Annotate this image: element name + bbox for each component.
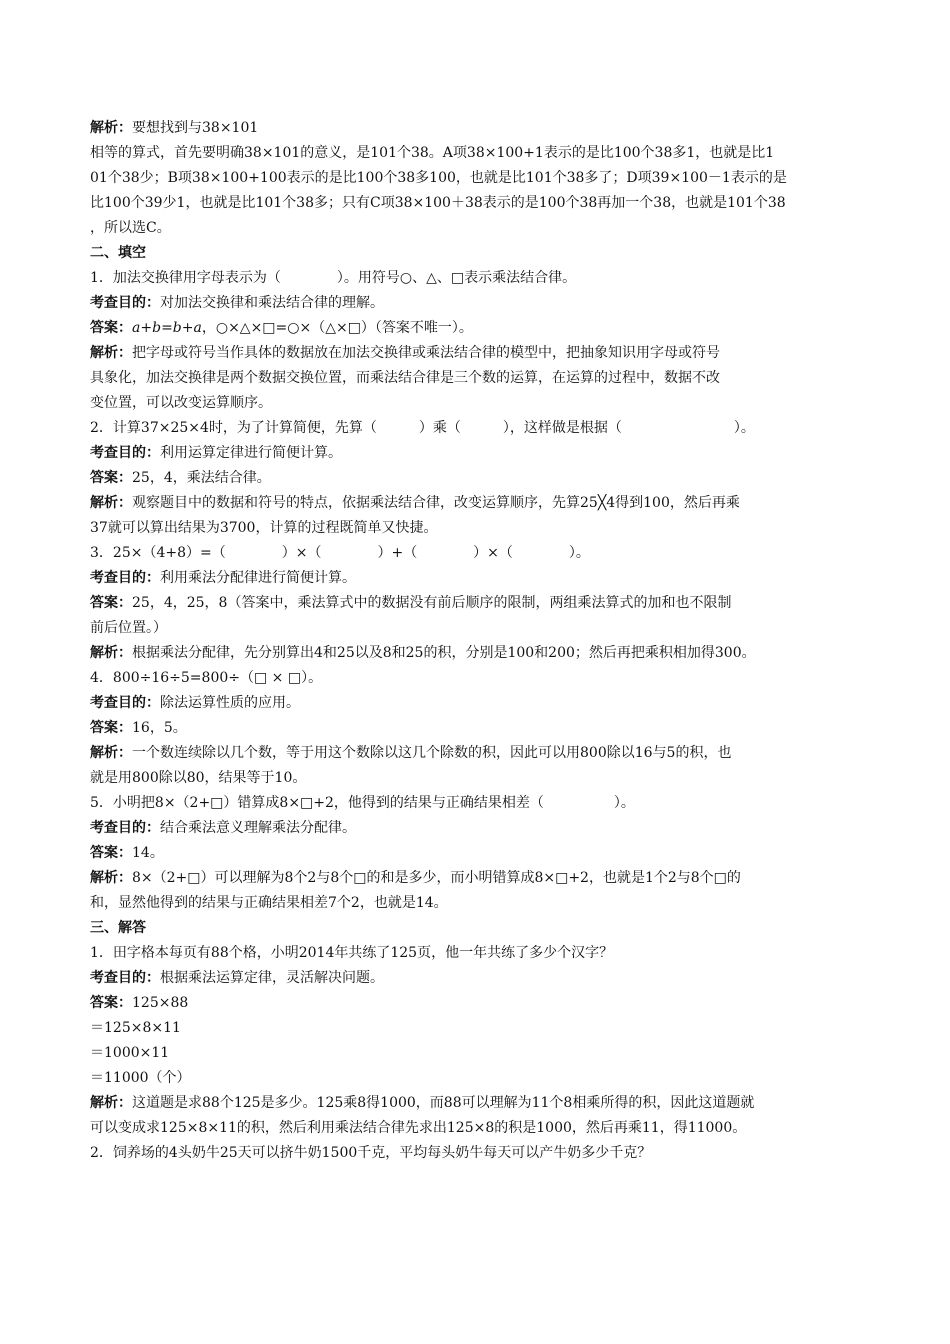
purpose-text: 对加法交换律和乘法结合律的理解。: [160, 295, 384, 311]
analysis-line: 37就可以算出结果为3700，计算的过程既简单又快捷。: [90, 520, 438, 536]
answer-step: ＝1000×11: [90, 1045, 170, 1061]
analysis-text: 这道题是求88个125是多少。125乘8得1000，而88可以理解为11个8相乘所得的积，因此这道题就: [132, 1095, 755, 1111]
analysis-line: 比100个39少1，也就是比101个38多；只有C项38×100＋38表示的是100个38再加一个38，也就是101个38: [90, 195, 786, 211]
answer-line: [90, 591, 862, 616]
answer-var: a: [193, 320, 202, 336]
question-text: 3．25×（4+8）=（ ）×（ ）+（ ）×（ ）。: [90, 545, 590, 561]
analysis-line: 变位置，可以改变运算顺序。: [90, 395, 272, 411]
answer-op: +: [140, 320, 153, 336]
answer-label: 答案：: [90, 995, 132, 1011]
purpose-text: 利用乘法分配律进行简便计算。: [160, 570, 356, 586]
analysis-text: 要想找到与38×101: [132, 120, 259, 136]
analysis-line: 具象化，加法交换律是两个数据交换位置，而乘法结合律是三个数的运算，在运算的过程中，数据不改: [90, 370, 720, 386]
answer-text: 16，5。: [132, 720, 187, 736]
answer-line: [90, 466, 862, 491]
answer-label: 答案：: [90, 320, 132, 336]
answer-line: 前后位置。）: [90, 620, 167, 636]
purpose-line: [90, 291, 862, 316]
answer-op: +: [181, 320, 194, 336]
purpose-line: [90, 691, 862, 716]
analysis-line: 和，显然他得到的结果与正确结果相差7个2，也就是14。: [90, 895, 448, 911]
analysis-label: 解析：: [90, 745, 132, 761]
analysis-text: 8×（2+□）可以理解为8个2与8个□的和是多少，而小明错算成8×□+2，也就是1个2与8个□的: [132, 870, 741, 886]
answer-text: 125×88: [132, 995, 189, 1011]
answer-step: ＝125×8×11: [90, 1020, 181, 1036]
analysis-text: 一个数连续除以几个数，等于用这个数除以这几个除数的积，因此可以用800除以16与5的积，也: [132, 745, 732, 761]
answer-text: 25，4，乘法结合律。: [132, 470, 271, 486]
analysis-line: 就是用800除以80，结果等于10。: [90, 770, 307, 786]
purpose-text: 根据乘法运算定律，灵活解决问题。: [160, 970, 384, 986]
question-text: 1．田字格本每页有88个格，小明2014年共练了125页，他一年共练了多少个汉字？: [90, 945, 614, 961]
answer-text: 25，4，25，8（答案中，乘法算式中的数据没有前后顺序的限制，两组乘法算式的加和也不限制: [132, 595, 732, 611]
answer-step: ＝11000（个）: [90, 1070, 191, 1086]
analysis-line: ，所以选C。: [90, 220, 171, 236]
question-text: 2．计算37×25×4时，为了计算简便，先算（ ）乘（ ），这样做是根据（ ）。: [90, 420, 755, 436]
analysis-label: 解析：: [90, 345, 132, 361]
analysis-line: [90, 641, 862, 666]
answer-line: [90, 991, 862, 1016]
answer-line: [90, 841, 862, 866]
analysis-label: 解析：: [90, 120, 132, 136]
purpose-line: [90, 566, 862, 591]
answer-var: b: [152, 320, 162, 336]
purpose-label: 考查目的：: [90, 695, 160, 711]
answer-op: =: [161, 320, 173, 336]
analysis-line: [90, 741, 862, 766]
analysis-label: 解析：: [90, 870, 132, 886]
document-page: [90, 116, 862, 1166]
analysis-text: 观察题目中的数据和符号的特点，依据乘法结合律，改变运算顺序，先算25╳4得到100，然后再乘: [132, 495, 740, 511]
analysis-line: [90, 1091, 862, 1116]
purpose-line: [90, 966, 862, 991]
purpose-text: 结合乘法意义理解乘法分配律。: [160, 820, 356, 836]
purpose-label: 考查目的：: [90, 295, 160, 311]
analysis-line: 01个38少；B项38×100+100表示的是比100个38多100，也就是比101个38多了；D项39×100－1表示的是: [90, 170, 787, 186]
analysis-text: 把字母或符号当作具体的数据放在加法交换律或乘法结合律的模型中，把抽象知识用字母或符号: [132, 345, 720, 361]
purpose-line: [90, 816, 862, 841]
analysis-label: 解析：: [90, 1095, 132, 1111]
question-text: 4．800÷16÷5=800÷（□ × □）。: [90, 670, 323, 686]
analysis-line: [90, 491, 862, 516]
purpose-label: 考查目的：: [90, 570, 160, 586]
answer-text: 14。: [132, 845, 164, 861]
analysis-label: 解析：: [90, 495, 132, 511]
analysis-line: [90, 341, 862, 366]
answer-line: [90, 716, 862, 741]
answer-label: 答案：: [90, 845, 132, 861]
purpose-line: [90, 441, 862, 466]
purpose-text: 除法运算性质的应用。: [160, 695, 300, 711]
analysis-label: 解析：: [90, 645, 132, 661]
answer-line: [90, 316, 862, 341]
analysis-line: [90, 866, 862, 891]
analysis-text: 根据乘法分配律，先分别算出4和25以及8和25的积，分别是100和200；然后再把乘积相加得300。: [132, 645, 756, 661]
answer-label: 答案：: [90, 720, 132, 736]
section-heading-fill-in: 二、填空: [90, 245, 146, 261]
answer-label: 答案：: [90, 595, 132, 611]
purpose-label: 考查目的：: [90, 970, 160, 986]
question-text: 2．饲养场的4头奶牛25天可以挤牛奶1500千克，平均每头奶牛每天可以产牛奶多少千克？: [90, 1145, 652, 1161]
analysis-line: [90, 116, 862, 141]
purpose-label: 考查目的：: [90, 445, 160, 461]
purpose-text: 利用运算定律进行简便计算。: [160, 445, 342, 461]
question-text: 1．加法交换律用字母表示为（ ）。用符号○、△、□表示乘法结合律。: [90, 270, 577, 286]
analysis-line: 可以变成求125×8×11的积，然后利用乘法结合律先求出125×8的积是1000，然后再乘11，得11000。: [90, 1120, 747, 1136]
question-text: 5．小明把8×（2+□）错算成8×□+2，他得到的结果与正确结果相差（ ）。: [90, 795, 635, 811]
section-heading-solve: 三、解答: [90, 920, 146, 936]
analysis-line: 相等的算式，首先要明确38×101的意义，是101个38。A项38×100+1表示的是比100个38多1，也就是比1: [90, 145, 775, 161]
purpose-label: 考查目的：: [90, 820, 160, 836]
answer-text: ，○×△×□=○×（△×□）（答案不唯一）。: [201, 320, 473, 336]
answer-var: b: [172, 320, 182, 336]
answer-label: 答案：: [90, 470, 132, 486]
answer-var: a: [132, 320, 141, 336]
